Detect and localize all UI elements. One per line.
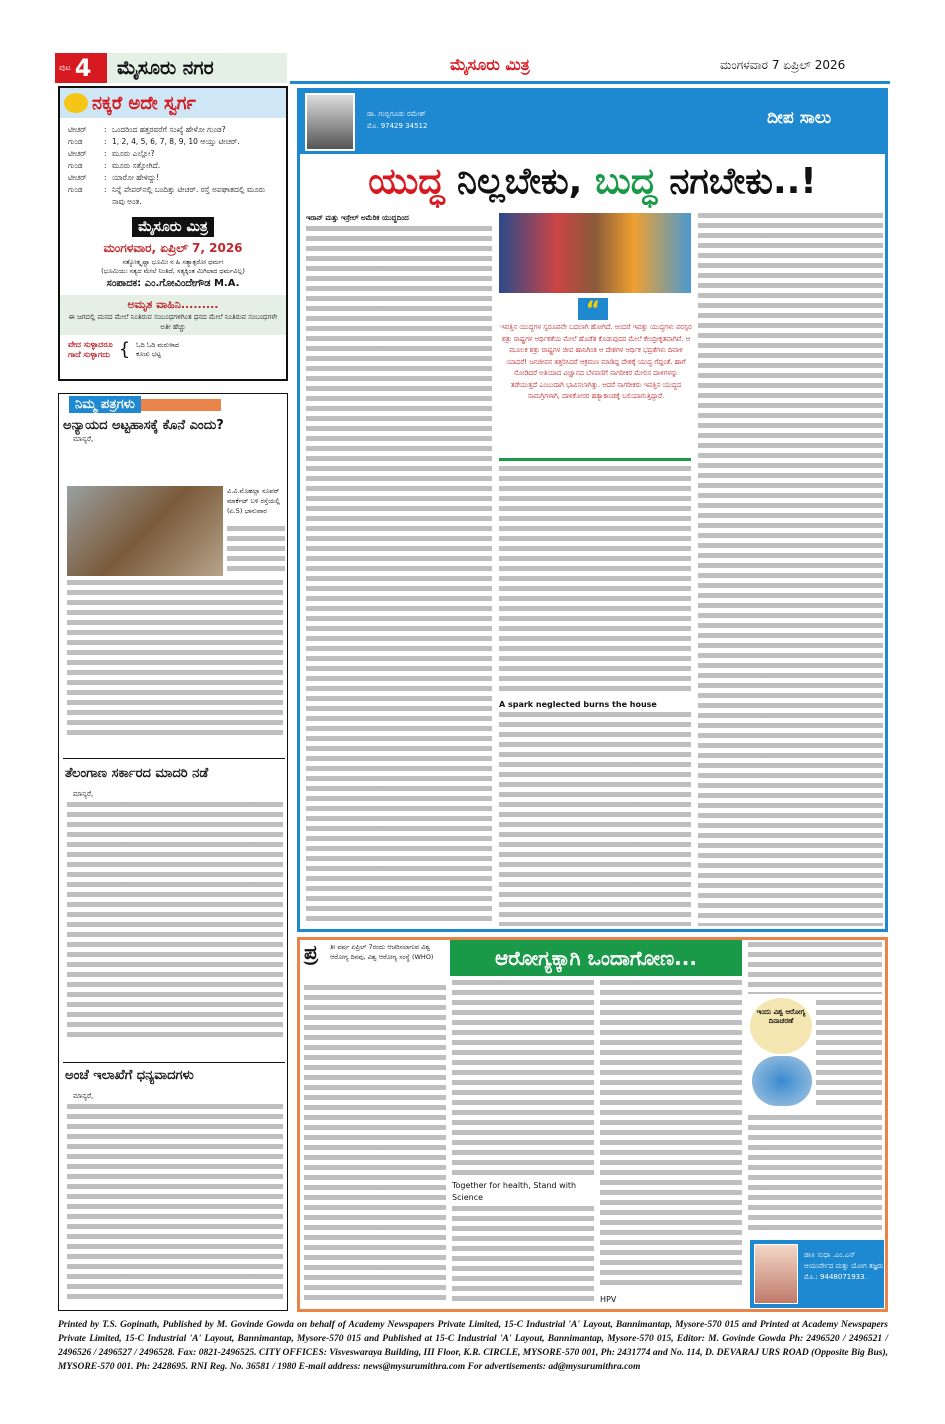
pull-quote: ಇವತ್ತಿನ ಯುದ್ಧಗಳ ಸ್ವರೂಪವೇ ಬದಲಾಗಿ ಹೋಗಿದೆ. ಅಂದರೆ ಇವತ್ತು ಯುದ್ಧಗಳು ಪರಸ್ಪರ ಶತ್ರು ರಾಷ್ಟ್ರಗಳ ಆರ್ಥಿಕತೆಯ ಮೇಲೆ ಹೊಡೆತ ಕೊಡುವುದರ ಮೇಲೆ ಕೇಂದ್ರೀಕೃತವಾಗಿವೆ. ಆ ಮೂಲಕ ಶತ್ರು ರಾಷ್ಟ್ರಗಳ ಜೀವ ಹಾನಿಗಿಂತ ಆ ದೇಶಗಳ ಆರ್ಥಿಕ ಭದ್ರತೆಗಳು ದಿವಾಳಿ ಯಾದರೆ! ಜನಜೀವನ ತತ್ತರಿಸಿದರೆ ಆಕ್ರಮಣ ಮಾಡಿದ್ದ ದೇಶಕ್ಕೆ ಯುದ್ಧ ಗೆದ್ದಂತೆ. ಹಾಗೆ ನೋಡಿದರೆ ಅತಿಯಾದ ವಿಜ್ಞಾನದ ಬೆಳವಣಿಗೆ ನಾಗರೀಕರ ಮೇಲಿನ ದಾಳಿಗಳನ್ನು ತಡೆಯುತ್ತದೆ ಎಂಬುದಾಗಿ ಭಾವಿಸಲಾಗಿತ್ತು. ಆದರೆ ನಾಗರೀಕರು ಇವತ್ತಿನ ಯುದ್ಧದ ಸಾಮಗ್ರಿಗಳಾಗಿ, ದಾಳಿಕೋರರ ಹತ್ಯಾಕಾಂಡಕ್ಕೆ ಬಲಿಯಾಗುತ್ತಿದ್ದಾರೆ. xyxy=(500,323,692,400)
header-date: ಮಂಗಳವಾರ 7 ಏಪ್ರಿಲ್ 2026 xyxy=(720,58,846,72)
world-health-day-badge: ಇಂದು ವಿಶ್ವ ಆರೋಗ್ಯ ದಿನಾಚರಣೆ xyxy=(750,998,812,1054)
laughing-face-icon xyxy=(64,93,88,113)
globe-hands-image xyxy=(752,1056,812,1106)
edition-motto: ಸತ್ಯೋತ್ಕೃಷ್ಟಾ ಭೂಮಿಃ ನ ಹಿ ಸತ್ಯಾತ್ಪರೋ ಧರ್ಮಃ xyxy=(122,258,224,266)
joke-line: ಟೀಚರ್ : ಒಂದರಿಂದ ಹತ್ತರವರೆಗೆ ಸಂಖ್ಯೆ ಹೇಳೋ ಗುಂಡ? xyxy=(68,125,226,134)
health-body-2 xyxy=(452,980,594,1176)
edition-motto-meaning: (ಭೂಮಿಯು ಸತ್ಯದ ಮೇಲೆ ನಿಂತಿದೆ, ಸತ್ಯಕ್ಕಿಂತ ಮಿಗಿಲಾದ ಧರ್ಮವಿಲ್ಲ) xyxy=(101,267,245,275)
joke-box xyxy=(58,86,288,381)
health-dropcap: ಪ್ರ xyxy=(304,940,318,964)
quote-icon: “ xyxy=(578,298,608,320)
joke-dialogue xyxy=(60,118,286,214)
letter-2-title: ತೆಲಂಗಾಣ ಸರ್ಕಾರದ ಮಾದರಿ ನಡೆ xyxy=(65,766,209,781)
column-body-1 xyxy=(306,226,492,926)
column-name: ದೀಪ ಸಾಲು xyxy=(767,108,832,128)
edition-date: ಮಂಗಳವಾರ, ಏಪ್ರಿಲ್ 7, 2026 xyxy=(103,241,243,255)
war-peace-image xyxy=(499,213,691,293)
joke-line: ಗುಂಡ : ಮೂರು ಸತ್ತೋಗಿದೆ. xyxy=(68,161,161,170)
letter-1-body xyxy=(67,580,283,740)
page-label: ಪುಟ 4 xyxy=(55,53,107,83)
letter-3-body xyxy=(67,1104,283,1304)
letters-banner: ನಿಮ್ಮ ಪತ್ರಗಳು xyxy=(69,396,141,413)
joke-title-bar: ನಕ್ಕರೆ ಅದೇ ಸ್ವರ್ಗ xyxy=(60,88,286,118)
paper-logo: ಮೈಸೂರು ಮಿತ್ರ xyxy=(450,55,530,74)
column-header: ಡಾ. ಗುಬ್ಬಿಗೂಡು ರಮೇಶ್ ಮೊ. 97429 34512 ದೀಪ ಸಾಲು xyxy=(297,88,888,154)
joke-line: ಟೀಚರ್ : ಮೂರು ಎಲ್ಲೋ? xyxy=(68,149,155,158)
editor-line: ಸಂಪಾದಕ: ಎಂ.ಗೋವಿಂದೇಗೌಡ M.A. xyxy=(106,278,240,289)
health-author-photo xyxy=(754,1244,798,1304)
author-photo xyxy=(305,93,355,151)
health-author-box: ಡಾ॥ ಸುಧಾ .ಎಂ.ಎನ್ ಆಯುರ್ವೇದ ಮತ್ತು ಯೋಗ ತಜ್ಞರು ಮೊ.: 9448071933. xyxy=(750,1240,884,1308)
amrutha-box: ಅಮೃತ ವಾಹಿನಿ......... ಈ ಜಗದಲ್ಲಿ ಮನದ ಮೇಲೆ ನಿಂತಿರುವ ಸಂಬಂಧಗಳಿಗಿಂತ ಧನದ ಮೇಲೆ ನಿಂತಿರುವ ಸಂಬಂಧಗಳೇ ಅತೀ ಹೆಚ್ಚು xyxy=(60,295,286,335)
section-title: ಮೈಸೂರು ನಗರ xyxy=(107,53,287,83)
letters-section: ನಿಮ್ಮ ಪತ್ರಗಳು ಅನ್ಯಾಯದ ಅಟ್ಟಹಾಸಕ್ಕೆ ಕೊನೆ ಎಂದು? ಮಾನ್ಯರೆ, ವಿ.ವಿ.ಮೊಹಲ್ಲಾ ಸೂಪರ್ ಮಾರ್ಕೆಟ್ ಬಳಿ ರಸ್ತೆಯಲ್ಲಿ (ಏ.5) ಭಾನುವಾರ ತೆಲಂಗಾಣ ಸರ್ಕಾರದ ಮಾದರಿ ನಡೆ ಮಾನ್ಯರೆ, ಅಂಚೆ ಇಲಾಖೆಗೆ ಧನ್ಯವಾದಗಳು ಮಾನ್ಯರೆ, xyxy=(58,393,288,1311)
header-rule xyxy=(290,81,890,84)
letter-3-title: ಅಂಚೆ ಇಲಾಖೆಗೆ ಧನ್ಯವಾದಗಳು xyxy=(65,1068,194,1083)
health-body-3 xyxy=(600,980,742,1290)
joke-line: ಟೀಚರ್ : ಯಾರೋ ಹೇಳಿದ್ದು! xyxy=(68,173,159,182)
edition-logo: ಮೈಸೂರು ಮಿತ್ರ xyxy=(132,217,214,237)
joke-line: ಗುಂಡ : 1, 2, 4, 5, 6, 7, 8, 9, 10 ಆಯ್ತು ಟೀಚರ್. xyxy=(68,137,240,146)
column-headline: ಯುದ್ಧ ನಿಲ್ಲಬೇಕು, ಬುದ್ಧ ನಗಬೇಕು..! xyxy=(297,154,888,210)
proverb: ವೇದ ಸುಳ್ಳಾದರೂ ಗಾದೆ ಸುಳ್ಳಾಗದು { ಓದಿ ಓದಿ ಮರುಳಾದ ಕೂಚು ಭಟ್ಟ xyxy=(68,339,180,360)
joke-line: ಗುಂಡ : ನಿನ್ನೆ ಪೇಪರ್‌ನಲ್ಲಿ ಬಂದಿತ್ತು ಟೀಚರ್. ರಸ್ತೆ ಅಪಘಾತದಲ್ಲಿ ಮೂರು ಸಾವು ಅಂತ. xyxy=(68,185,266,206)
health-body-4 xyxy=(748,942,882,994)
column-body-2 xyxy=(499,466,691,696)
column-dropcap-intro: ಇರಾನ್ ಮತ್ತು ಇಸ್ರೇಲ್ ಅಮೆರಿಕ ಯುದ್ಧದಿಂದ xyxy=(306,214,409,222)
letter-2-body xyxy=(67,802,283,1042)
health-body-1 xyxy=(304,985,446,1305)
letter-1-title: ಅನ್ಯಾಯದ ಅಟ್ಟಹಾಸಕ್ಕೆ ಕೊನೆ ಎಂದು? xyxy=(63,418,224,433)
footer-imprint: Printed by T.S. Gopinath, Published by M. Govinde Gowda on behalf of Academy Newspapers Private Limited, 15-C Industrial 'A' Layout, Bannimantap, Mysore-570 015 and Printed at Academy Newspapers Private Limited, 15-C Industrial 'A' Layout, Bannimantap, Mysore-570 015 and Published at 15-C Industrial 'A' Layout, Bannimantap, Mysore-570 015, Editor: M. Govinde Gowda Ph: 2496520 / 2496521 / 2496526 / 2496527 / 2496528. Fax: 0821-2496525. CITY OFFICES: Visveswaraya Building, III Floor, K.R. CIRCLE, MYSORE-570 001, Ph: 2431774 and No. 114, D. DEVARAJ URS ROAD (Opposite Big Bus), MYSORE-570 001. Ph: 2428695. RNI Reg. No. 36581 / 1980 E-mail address: news@mysurumithra.com For advertisements: ad@mysurumithra.com xyxy=(58,1320,888,1372)
letter-photo-debris xyxy=(67,486,223,576)
health-headline: ಆರೋಗ್ಯಕ್ಕಾಗಿ ಒಂದಾಗೋಣ... xyxy=(450,940,742,976)
column-body-3 xyxy=(698,213,883,926)
